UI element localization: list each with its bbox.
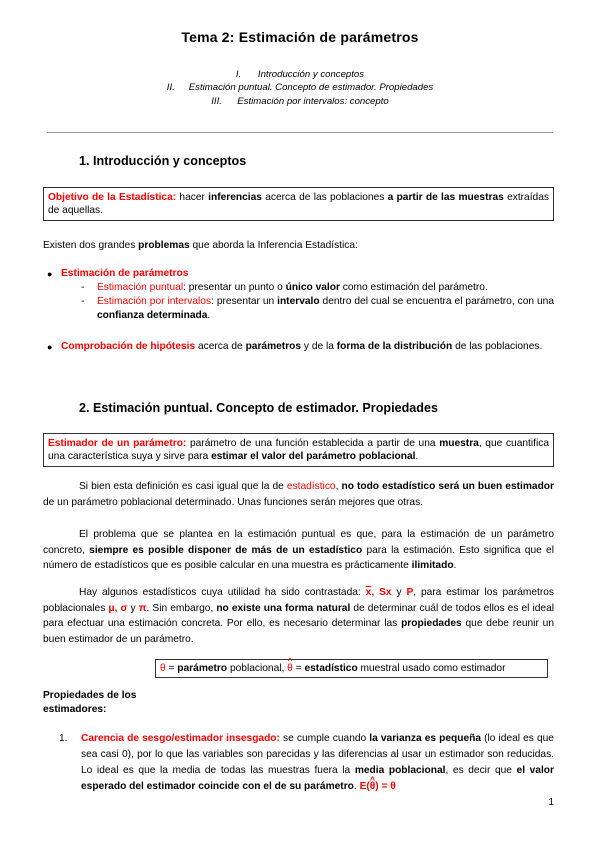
text: , que cuantifica una característica suya y sirve para — [48, 438, 549, 462]
x-bar-symbol: $\overline{x}$ — [365, 587, 372, 598]
objective-label: Objetivo de la Estadística: — [48, 192, 177, 203]
bold-text: siempre es posible disponer de más de un estadístico — [89, 544, 363, 556]
text: . — [453, 560, 457, 571]
bold-text: la varianza es pequeña — [369, 733, 482, 744]
text: que debe reunir un buen estimador de un parámetro. — [43, 618, 554, 645]
text: = — [165, 663, 178, 674]
sub-label: Estimación por intervalos — [97, 296, 212, 307]
separator-line — [47, 132, 553, 133]
red-text: μ, σ — [108, 602, 128, 614]
dash-icon: - — [81, 282, 85, 293]
sub-item-point-estimation — [81, 281, 554, 295]
text: , para estimar los parámetros poblacionales — [43, 587, 554, 614]
bold-text: único valor — [285, 282, 340, 293]
bullet-label: Estimación de parámetros — [61, 268, 189, 279]
theta-hat-symbol: ^ θ — [287, 662, 293, 675]
text: y de la — [301, 341, 337, 352]
text: y — [127, 602, 139, 614]
dash-icon: - — [81, 296, 85, 307]
text: acerca de las poblaciones — [261, 192, 388, 203]
bullet-label: Comprobación de hipótesis — [61, 341, 196, 352]
bold-text: no todo estadístico será un buen estimador — [341, 481, 554, 492]
property-label: Carencia de sesgo/estimador insesgado: — [81, 733, 280, 744]
red-text: , Sx — [371, 587, 392, 598]
intro-paragraph — [43, 238, 554, 254]
toc-text: Estimación puntual. Concepto de estimador. Propiedades — [188, 82, 434, 93]
red-text: P — [406, 587, 414, 598]
section1-heading: 1. Introducción y conceptos — [79, 154, 247, 168]
toc-text: Introducción y conceptos — [257, 69, 365, 80]
text: = — [292, 663, 305, 674]
bullet-icon: ● — [47, 342, 53, 352]
toc-text: Estimación por intervalos: concepto — [237, 96, 389, 107]
text: poblacional, — [227, 663, 288, 674]
bold-text: estimar el valor del parámetro poblacional — [211, 451, 416, 462]
text: . — [207, 310, 211, 321]
page-number: 1 — [548, 797, 554, 808]
bold-text: estadístico — [304, 663, 358, 674]
text: ) = θ — [375, 781, 396, 792]
bold-text: forma de la distribución — [336, 341, 453, 352]
toc-item-2 — [0, 82, 600, 93]
bold-text: confianza determinada — [97, 310, 208, 321]
text: acerca de — [195, 341, 246, 352]
definition-label: Estimador de un parámetro: — [48, 438, 187, 449]
text: parámetro de una función establecida a partir de una — [186, 438, 440, 449]
toc-number: II. — [166, 82, 175, 93]
text: extraídas de aquellas. — [48, 192, 549, 216]
text: hacer — [176, 192, 209, 203]
property-item-1 — [59, 731, 554, 795]
bold-text: intervalo — [277, 296, 320, 307]
bold-text: parámetro — [177, 663, 228, 674]
bold-text: a partir de las muestras — [387, 192, 504, 203]
paragraph-2 — [43, 527, 554, 574]
theta-hat-symbol: ^ θ — [370, 779, 376, 795]
bold-text: inferencias — [208, 192, 262, 203]
bold-text: no existe una forma natural — [216, 602, 351, 614]
toc-item-1 — [0, 69, 600, 80]
list-number: 1. — [59, 733, 68, 744]
bullet-icon: ● — [47, 269, 53, 279]
text: . — [353, 781, 360, 792]
bullet-estimation — [47, 267, 554, 281]
red-text: π — [138, 602, 147, 614]
text: (lo ideal es que sea casi 0), por lo que las variables son parecidas y las diferencias al usar un estimador son reducidas. Lo ideal es que la media de todas las muestras fuera la — [81, 733, 554, 776]
text: Si bien esta definición es casi igual que la de — [79, 481, 287, 492]
bold-text: problemas — [138, 240, 190, 251]
text: , es decir que — [445, 765, 517, 776]
toc-number: III. — [211, 96, 222, 107]
text: de un parámetro poblacional determinado. Unas funciones serán mejores que otras. — [43, 496, 423, 508]
text: , — [335, 481, 342, 492]
text: y — [391, 587, 407, 598]
sub-item-interval-estimation — [81, 295, 555, 323]
text: para la estimación. Esto significa que el número de estadísticos que es posible calcular en una muestra es prácticamente — [43, 544, 554, 571]
red-text: estadístico — [286, 481, 336, 492]
notation-box — [155, 659, 548, 678]
sub-label: Estimación puntual — [97, 282, 184, 293]
text: de las poblaciones. — [452, 341, 543, 352]
text: de determinar cuál de todos ellos es el ideal para efectuar una estimación concreta. Por ello, es necesario determinar las — [43, 602, 554, 629]
text: se cumple cuando — [279, 733, 370, 744]
toc-number: I. — [235, 69, 242, 80]
bold-text: parámetros — [245, 341, 302, 352]
text: Hay algunos estadísticos cuya utilidad ha sido contrastada: — [79, 587, 366, 598]
paragraph-1 — [43, 479, 554, 510]
text: : presentar un punto o — [183, 282, 286, 293]
properties-heading: Propiedades de los estimadores: — [43, 690, 137, 715]
objective-box — [43, 187, 554, 221]
bullet-hypothesis — [47, 340, 554, 354]
paragraph-3 — [43, 585, 554, 647]
document-title: Tema 2: Estimación de parámetros — [181, 29, 419, 45]
estimator-definition-box — [43, 433, 554, 467]
bold-text: ilimitado — [411, 560, 454, 571]
expected-value-formula — [360, 781, 396, 792]
text: dentro del cual se encuentra el parámetro, con una — [319, 296, 555, 307]
bold-text: muestra — [439, 438, 479, 449]
theta-symbol: θ — [160, 663, 166, 674]
text: que aborda la Inferencia Estadística: — [189, 240, 358, 251]
text: . Sin embargo, — [146, 602, 217, 614]
bold-text: el valor esperado del estimador coincide con el de su parámetro — [81, 765, 554, 792]
text: . — [415, 451, 419, 462]
text: : presentar un — [211, 296, 278, 307]
bold-text: media poblacional — [354, 765, 446, 776]
text: E( — [359, 781, 370, 792]
text: como estimación del parámetro. — [339, 282, 488, 293]
text: El problema que se plantea en la estimación puntual es que, para la estimación de un parámetro concreto, — [43, 529, 554, 556]
bold-text: propiedades — [401, 618, 462, 629]
toc-item-3 — [0, 96, 600, 107]
text: muestral usado como estimador — [357, 663, 506, 674]
section2-heading: 2. Estimación puntual. Concepto de estimador. Propiedades — [79, 401, 438, 415]
text: Existen dos grandes — [43, 240, 139, 251]
